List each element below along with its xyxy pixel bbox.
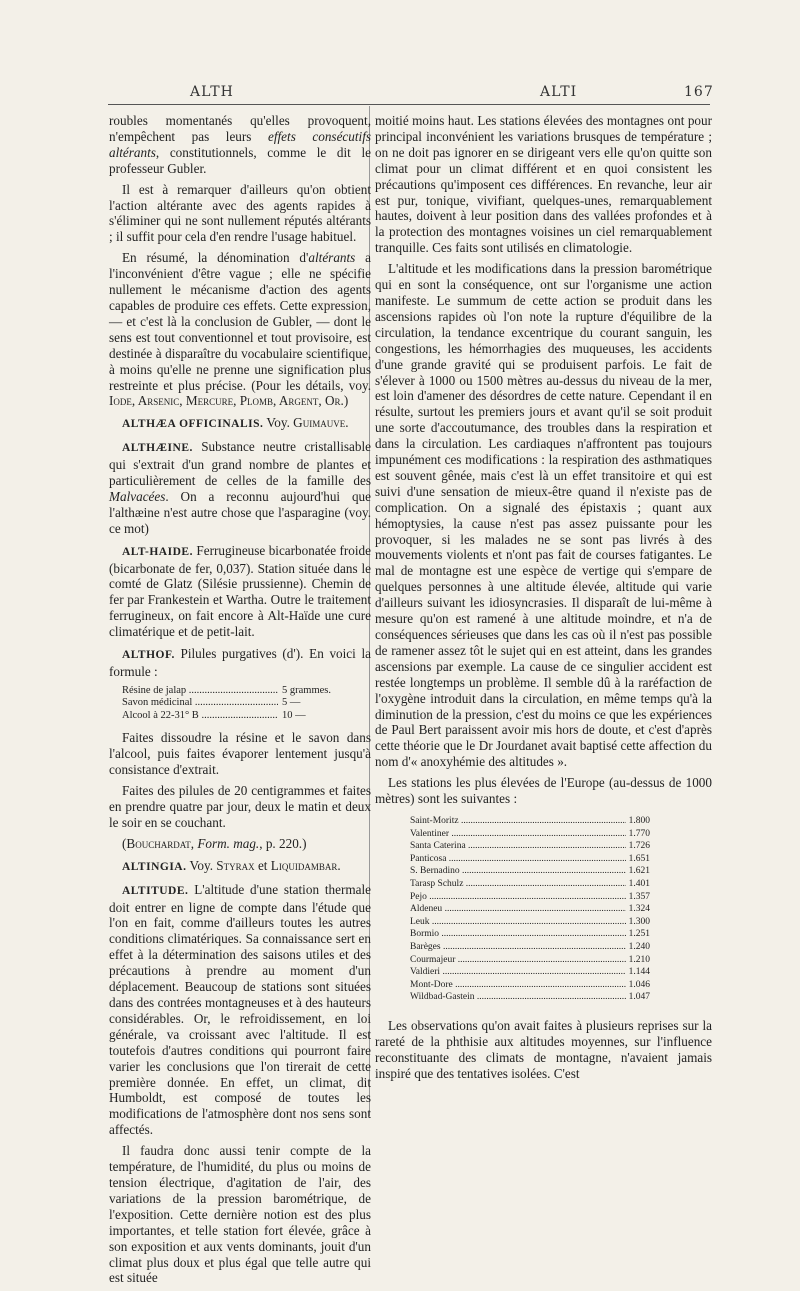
formula-table: [122, 685, 352, 723]
entry-keyword: ALTHOF.: [122, 649, 175, 662]
station-altitude: 1.251: [628, 929, 650, 940]
entry-althaeine: ALTHÆINE. Substance neutre cristallisable qui s'extrait d'un grand nombre de plantes et particulièrement de celles de la famille des Malvacées. On a reconnu aujourd'hui que l'althæine n'est autre chose que l'asparagine (voy. ce mot): [109, 439, 371, 536]
altitude-row: [410, 941, 650, 954]
formula-row: Savon médicinal ..... 5 —: [122, 697, 352, 710]
formula-row: Alcool à 22-31° B ..... 10 —: [122, 710, 352, 723]
entry-keyword: ALTINGIA.: [122, 860, 187, 873]
entry-keyword: ALTHÆA OFFICINALIS.: [122, 418, 264, 431]
altitude-row: [410, 954, 650, 967]
entry-altingia: ALTINGIA. Voy. Styrax et Liquidambar.: [122, 857, 341, 873]
altitude-table: [410, 815, 650, 1004]
entry-althaea-officinalis: ALTHÆA OFFICINALIS. Voy. Guimauve.: [122, 415, 349, 431]
entry-althof: ALTHOF. Pilules purgatives (d'). En voici la formule :: [109, 646, 371, 679]
station-altitude: 1.800: [628, 815, 650, 826]
station-name: Valdieri .....: [410, 966, 626, 979]
entry-keyword: ALT-HAIDE.: [122, 545, 193, 558]
altitude-row: [410, 828, 650, 841]
paragraph: En résumé, la dénomination d'altérants a l'inconvénient d'être vague ; elle ne spécifie nullement le mécanisme d'action des agents capables de produire ces effets. Cette expression, — et c'est là la conclusion de Gubler, — dont le sens est tout conventionnel et tout provisoire, est destinée à disparaître du vocabulaire scientifique, à moins qu'elle ne prenne une signification plus restreinte et plus précise. (Pour les détails, voy. Iode, Arsenic, Mercure, Plomb, Argent, Or.): [109, 250, 371, 409]
altitude-row: [410, 891, 650, 904]
altitude-row: [410, 966, 650, 979]
citation: (Bouchardat, Form. mag., p. 220.): [122, 835, 307, 851]
altitude-row: [410, 916, 650, 929]
page-number: 167: [684, 84, 714, 100]
header-rule: [108, 104, 710, 105]
station-name: Mont-Dore .....: [410, 979, 626, 992]
station-name: Saint-Moritz .....: [410, 815, 626, 828]
station-name: S. Bernadino .....: [410, 865, 626, 878]
altitude-row: [410, 979, 650, 992]
entry-keyword: ALTITUDE.: [122, 884, 189, 897]
altitude-row: [410, 853, 650, 866]
altitude-row: [410, 878, 650, 891]
left-column: [109, 113, 371, 1291]
station-altitude: 1.324: [628, 904, 650, 915]
paragraph: Faites des pilules de 20 centigrammes et faites en prendre quatre par jour, deux le matin et deux le soir en se couchant.: [109, 783, 371, 830]
station-altitude: 1.144: [628, 967, 650, 978]
running-head-left: ALTH: [190, 84, 234, 100]
paragraph: L'altitude et les modifications dans la pression barométrique qui en sont la conséquence, ont sur l'organisme une action manifeste. Le summum de cette action se produit dans les ascensions rapides où l'on note la rupture d'équilibre de la circulation, la tendance excentrique du courant sanguin, les congestions, les hémorrhagies des muqueuses, les accidents d'une grande gravité qui se produisent parfois. Le fait de s'élever à 1000 ou 1500 mètres au-dessus du niveau de la mer, est loin d'amener des désordres de cette nature. Cependant il en résulte, surtout les premiers jours et avant qu'il se soit produit une sorte d'accoutumance, des troubles dans la respiration et dans la circulation. Les cardiaques n'affrontent pas toujours impunément ces modifications : la respiration des asthmatiques est souvent gênée, mais c'est là un effet transitoire et qui est suivi d'une sensation de mieux-être quand il n'existe pas de complication. On a signalé des épistaxis ; quant aux hémoptysies, la cause n'est pas assez puissante pour les provoquer, si les malades ne se sont pas livrés à des mouvements violents et n'ont pas fait de courses fatigantes. Le mal de montagne est une espèce de vertige qui s'empare de quelques personnes à une altitude élevée, altitude qui varie d'ailleurs suivant les idiosyncrasies. Il disparaît de lui-même à mesure qu'on est ramené à une altitude moindre, et n'a de conséquences sérieuses que dans les cas où il n'est pas possible de ramener assez tôt le sujet qui en est atteint, dans les grandes ascensions par exemple. La cause de ce singulier accident est restée longtemps un problème. Il semble dû à la raréfaction de l'oxygène introduit dans la circulation, en même temps qu'à la diminution de la pression, c'est du moins ce que les expériences de Paul Bert paraissent avoir mis hors de doute, et c'est d'après cette théorie que le Dr Jourdanet avait baptisé cette affection du nom d'« anoxyhémie des altitudes ».: [375, 261, 712, 770]
altitude-row: [410, 903, 650, 916]
station-name: Tarasp Schulz .....: [410, 878, 626, 891]
station-name: Santa Caterina .....: [410, 840, 626, 853]
station-name: Bormio .....: [410, 928, 626, 941]
paragraph: roubles momentanés qu'elles provoquent, n'empêchent pas leurs effets consécutifs altérants, constitutionnels, comme le dit le professeur Gubler.: [109, 113, 371, 176]
station-altitude: 1.046: [628, 979, 650, 990]
station-altitude: 1.770: [628, 828, 650, 839]
formula-row: Résine de jalap ..... 5 grammes.: [122, 685, 352, 698]
station-name: Pejo .....: [410, 891, 626, 904]
altitude-row: [410, 840, 650, 853]
altitude-row: [410, 928, 650, 941]
paragraph: Les observations qu'on avait faites à plusieurs reprises sur la rareté de la phthisie aux altitudes moyennes, sur l'influence reconstituante des climats de montagne, n'avaient jamais inspiré que des tentatives isolées. C'est: [375, 1017, 712, 1081]
station-name: Wildbad-Gastein .....: [410, 991, 626, 1004]
paragraph: moitié moins haut. Les stations élevées des montagnes ont pour principal inconvénient les variations brusques de température ; on ne doit pas ignorer en se dirigeant vers elle qu'on quitte son climat pour un climat différent et en quoi consistent les précautions qu'imposent ces différences. En revanche, leur air est pur, tonique, vivifiant, quelques-unes, remarquablement hautes, doivent à leur position dans des vallées profondes et à la protection des montagnes voisines un ciel remarquablement tranquille. Ces faits sont utilisés en climatologie.: [375, 113, 712, 256]
station-name: Aldeneu .....: [410, 903, 626, 916]
paragraph: Il est à remarquer d'ailleurs qu'on obtient l'action altérante avec des agents rapides à s'éliminer qui ne sont nullement réputés altérants ; il suffit pour cela d'en rendre l'usage habituel.: [109, 181, 371, 245]
station-altitude: 1.621: [628, 866, 650, 877]
station-altitude: 1.210: [628, 954, 650, 965]
altitude-row: [410, 815, 650, 828]
paragraph: Faites dissoudre la résine et le savon dans l'alcool, puis faites évaporer lentement jusqu'à consistance d'extrait.: [109, 730, 371, 778]
paragraph: Il faudra donc aussi tenir compte de la température, de l'humidité, du plus ou moins de tension électrique, d'agitation de l'air, des variations de la pression barométrique, de l'exposition. Cette dernière notion est des plus importantes, et telle station fort élevée, grâce à son exposition et aux vents dominants, jouit d'un climat plus doux et plus égal que telle autre qui est située: [109, 1143, 371, 1286]
running-head-right: ALTI: [540, 84, 578, 100]
station-name: Valentiner .....: [410, 828, 626, 841]
entry-alt-haide: ALT-HAIDE. Ferrugineuse bicarbonatée froide (bicarbonate de fer, 0,037). Station située dans le comté de Glatz (Silésie prussienne). Chemin de fer par Frankestein et Wartha. Outre le traitement ferrugineux, on fait encore à Alt-Haïde une cure climatérique et de petit-lait.: [109, 542, 371, 640]
station-name: Leuk .....: [410, 916, 626, 929]
station-altitude: 1.240: [628, 941, 650, 952]
entry-altitude: ALTITUDE. L'altitude d'une station thermale doit entrer en ligne de compte dans l'étude que l'on en fait, comme d'ailleurs toutes les autres conditions climatériques. Sa connaissance sert en effet à la détermination des saisons utiles et des précautions à prendre au moment d'un déplacement. Beaucoup de stations sont situées dans des contrées montagneuses et à des hauteurs considérables. Or, le refroidissement, en loi générale, va croissant avec l'altitude. Il est toutefois d'autres conditions qui pourront faire varier les conclusions que l'on tirerait de cette première donnée. En effet, un climat, dit Humboldt, est composé de toutes les modifications de l'atmosphère dont nos sens sont affectés.: [109, 881, 371, 1138]
altitude-row: [410, 865, 650, 878]
station-name: Panticosa .....: [410, 853, 626, 866]
entry-keyword: ALTHÆINE.: [122, 442, 193, 455]
station-altitude: 1.726: [628, 841, 650, 852]
station-altitude: 1.047: [628, 992, 650, 1003]
station-altitude: 1.357: [628, 891, 650, 902]
station-name: Barèges .....: [410, 941, 626, 954]
station-name: Courmajeur .....: [410, 954, 626, 967]
station-altitude: 1.300: [628, 916, 650, 927]
altitude-row: [410, 991, 650, 1004]
station-altitude: 1.651: [628, 853, 650, 864]
right-column: [375, 113, 712, 1087]
paragraph: Les stations les plus élevées de l'Europe (au-dessus de 1000 mètres) sont les suivantes :: [375, 775, 712, 807]
station-altitude: 1.401: [628, 878, 650, 889]
